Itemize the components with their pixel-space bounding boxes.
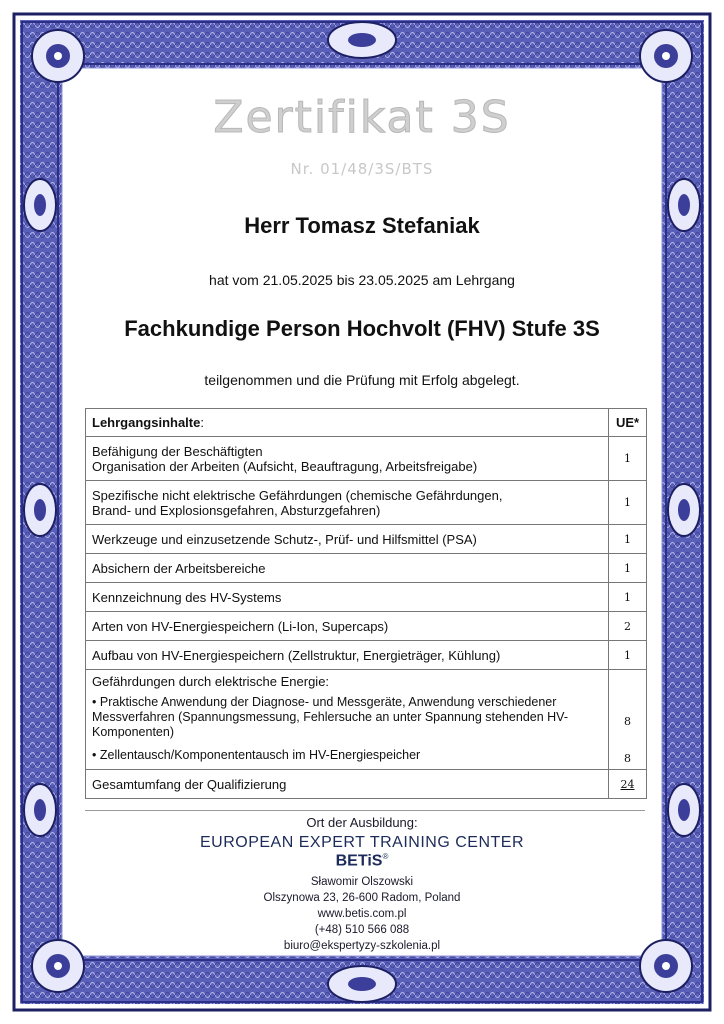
row-ue: 8 <box>609 748 647 770</box>
phone: (+48) 510 566 088 <box>314 924 410 937</box>
table-header-row <box>86 409 647 437</box>
total-row <box>86 770 647 799</box>
table-row <box>86 583 647 612</box>
row-topic: Kennzeichnung des HV-Systems <box>86 583 609 612</box>
total-label: Gesamtumfang der Qualifizierung <box>86 770 609 799</box>
hazard-bullet-row <box>86 748 647 770</box>
training-center-name: EUROPEAN EXPERT TRAINING CENTER <box>199 834 524 851</box>
row-ue: 1 <box>609 554 647 583</box>
row-ue: 2 <box>609 612 647 641</box>
contact-name: Sławomir Olszowski <box>310 876 414 889</box>
row-ue: 1 <box>609 641 647 670</box>
table-row <box>86 554 647 583</box>
table-row <box>86 641 647 670</box>
hazard-cell <box>86 670 609 749</box>
header-contents: Lehrgangsinhalte: <box>86 409 609 437</box>
row-ue: 1 <box>609 481 647 525</box>
exam-result: teilgenommen und die Prüfung mit Erfolg abgelegt. <box>204 372 520 388</box>
brand-logo: BETiS® <box>335 852 389 870</box>
table-row <box>86 481 647 525</box>
row-topic: Werkzeuge und einzusetzende Schutz-, Prüf- und Hilfsmittel (PSA) <box>86 525 609 554</box>
row-topic: Arten von HV-Energiespeichern (Li-Ion, Supercaps) <box>86 612 609 641</box>
row-ue: 1 <box>609 437 647 481</box>
table-row <box>86 437 647 481</box>
hazard-title: Gefährdungen durch elektrische Energie: <box>92 674 330 689</box>
footer-divider <box>85 810 645 811</box>
row-topic: Befähigung der Beschäftigten Organisation der Arbeiten (Aufsicht, Beauftragung, Arbeitsfreigabe) <box>86 437 609 481</box>
address: Olszynowa 23, 26-600 Radom, Poland <box>263 892 461 905</box>
total-ue: 24 <box>609 770 647 799</box>
row-ue: 8 <box>609 670 647 749</box>
holder-name: Herr Tomasz Stefaniak <box>244 213 480 238</box>
bullet-item: • Praktische Anwendung der Diagnose- und Messgeräte, Anwendung verschiedener Messverfahren (Spannungsmessung, Fehlersuche an unter Spannung stehenden HV-Komponenten) <box>92 695 568 739</box>
row-topic: Spezifische nicht elektrische Gefährdungen (chemische Gefährdungen, Brand- und Explosionsgefahren, Absturzgefahren) <box>86 481 609 525</box>
website: www.betis.com.pl <box>317 908 407 921</box>
certificate-number: Nr. 01/48/3S/BTS <box>290 160 434 178</box>
header-ue: UE* <box>609 409 647 437</box>
bullet-item: • Zellentausch/Komponententausch im HV-Energiespeicher <box>86 748 609 770</box>
table-row <box>86 612 647 641</box>
course-name: Fachkundige Person Hochvolt (FHV) Stufe 3S <box>124 316 600 341</box>
hazard-row <box>86 670 647 749</box>
row-ue: 1 <box>609 525 647 554</box>
table-row <box>86 525 647 554</box>
course-contents-table <box>85 408 647 799</box>
row-topic: Aufbau von HV-Energiespeichern (Zellstruktur, Energieträger, Kühlung) <box>86 641 609 670</box>
course-period: hat vom 21.05.2025 bis 23.05.2025 am Lehrgang <box>209 272 515 288</box>
row-ue: 1 <box>609 583 647 612</box>
row-topic: Absichern der Arbeitsbereiche <box>86 554 609 583</box>
training-location <box>0 815 724 954</box>
email: biuro@ekspertyzy-szkolenia.pl <box>283 940 441 953</box>
certificate-title: Zertifikat 3S <box>213 92 511 143</box>
place-label: Ort der Ausbildung: <box>306 815 418 830</box>
